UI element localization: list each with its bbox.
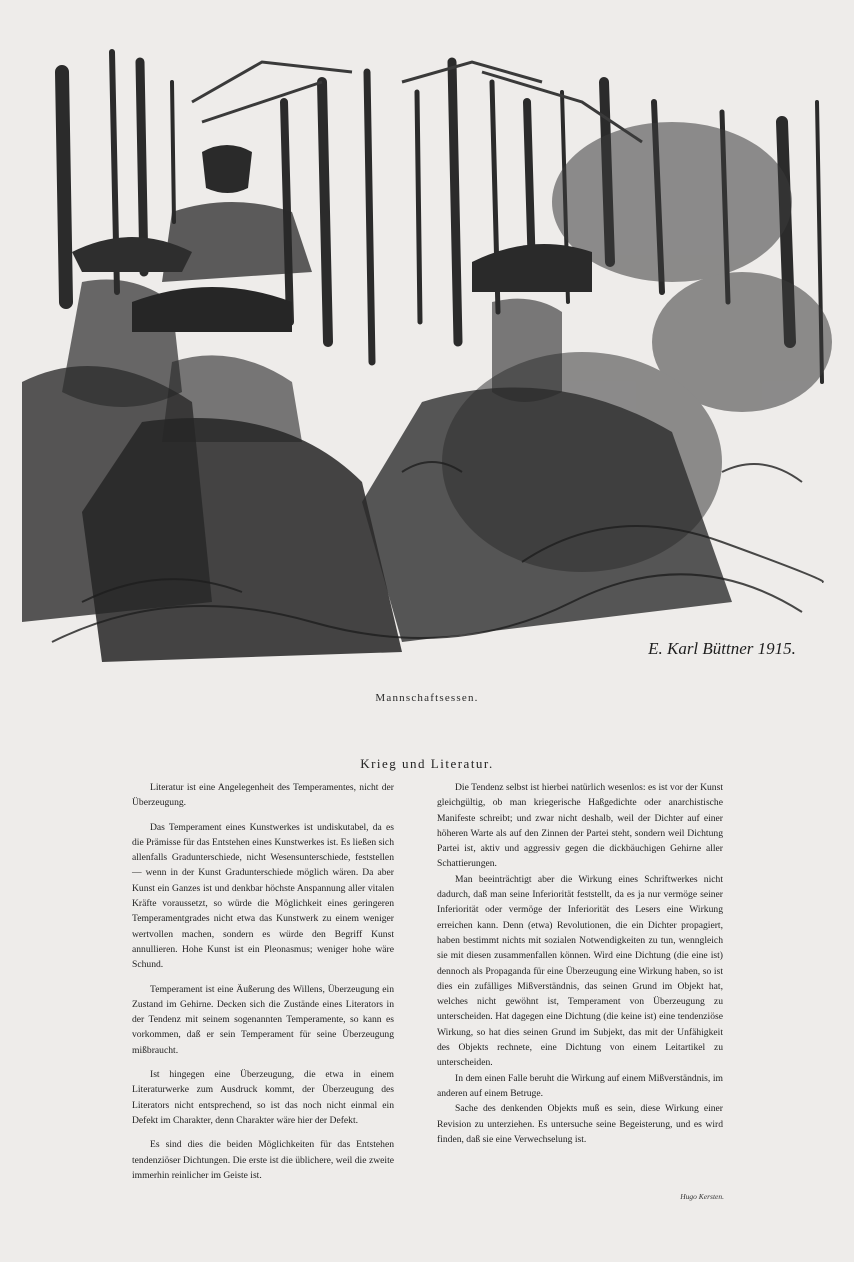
paragraph: Es sind dies die beiden Möglichkeiten für das Entstehen tendenziöser Dichtungen. Die erste ist die üblichere, weil die zweite immerhin reinlicher im Geiste ist.: [132, 1139, 394, 1181]
paragraph: Literatur ist eine Angelegenheit des Temperamentes, nicht der Überzeugung.: [132, 782, 394, 809]
paragraph: In dem einen Falle beruht die Wirkung auf einem Mißverständnis, im anderen auf einem Betruge.: [437, 1072, 723, 1099]
article-title: Krieg und Literatur.: [360, 756, 494, 771]
article-left-column: [132, 780, 394, 1192]
lithograph-illustration: [22, 42, 834, 670]
paragraph: Ist hingegen eine Überzeugung, die etwa in einem Literaturwerke zum Ausdruck kommt, der Überzeugung des Literators nicht entsprechend, so ist das noch nicht einmal ein Defekt im Charakter, denn Charakter wäre hier der Defekt.: [132, 1069, 394, 1126]
artist-signature: E. Karl Büttner 1915.: [648, 639, 796, 658]
paragraph: Das Temperament eines Kunstwerkes ist undiskutabel, da es die Prämisse für das Entstehen eines Kunstwerkes ist. Es ließen sich allenfalls Gradunterschiede, nicht Wesensunterschiede, feststellen — wenn in der Kunst Gradunterschiede möglich wären. Da aber Kunst ein Ganzes ist und denkbar höchste Anspannung aller vitalen Kräfte voraussetzt, so würde die Möglichkeit eines geringeren Temperamentgrades nicht etwa das Kunstwerk zu einem weniger wertvollen machen, sondern es würde den Begriff Kunst annullieren. Hohe Kunst ist ein Pleonasmus; weniger hohe wäre Schund.: [132, 821, 394, 971]
illustration-caption: Mannschaftsessen.: [375, 692, 479, 704]
paragraph: Die Tendenz selbst ist hierbei natürlich wesenlos: es ist vor der Kunst gleichgültig, ob man kriegerische Haßgedichte oder anarchistische Manifeste schreibt; und zwar nicht deshalb, weil der Dichter auf einer höheren Warte als auf den Zinnen der Partei steht, sondern weil Dichtung Partei ist, aktiv und aggressiv gegen die dickbäuchigen Gehirne aller Schattierungen.: [437, 782, 723, 870]
soldiers-eating-drawing: [22, 42, 834, 670]
paragraph: Sache des denkenden Objekts muß es sein, diese Wirkung einer Revision zu unterziehen. Es untersuche seine Begeisterung, und es wird finden, daß sie eine Verwechselung ist.: [437, 1103, 723, 1145]
article-author: Hugo Kersten.: [680, 1192, 724, 1201]
paragraph: Man beeinträchtigt aber die Wirkung eines Schriftwerkes nicht dadurch, daß man seine Inferiorität feststellt, da es ja nur vermöge seiner Inferiorität oder vermöge der Inferiorität des Lesers eine Wirkung erreichen kann. Denn (etwa) Revolutionen, die ein Dichter propagiert, haben bestimmt nichts mit sozialen Notwendigkeiten zu tun, wenngleich sie mit diesen zusammenfallen können. Wird eine Dichtung (die eine ist) dennoch als Propaganda für eine Überzeugung eine Wirkung haben, so ist dies ein zufälliges Mißverständnis, das seinen Grund im Objekt hat, welches nicht gewöhnt ist, Temperament von Überzeugung zu unterscheiden. Hat dagegen eine Dichtung (die keine ist) eine tendenziöse Wirkung, so hat dies seinen Grund im Subjekt, das mit der Unfähigkeit des Objekts rechnete, eine Dichtung von einem Leitartikel zu unterscheiden.: [437, 873, 723, 1069]
article-right-column: [437, 780, 723, 1147]
paragraph: Temperament ist eine Äußerung des Willens, Überzeugung ein Zustand im Gehirne. Decken sich die Zustände eines Literators in der Tendenz mit seinem sogenannten Temperamente, so kann es vorkommen, daß er sein Temperament für seine Überzeugung mißbraucht.: [132, 983, 394, 1056]
